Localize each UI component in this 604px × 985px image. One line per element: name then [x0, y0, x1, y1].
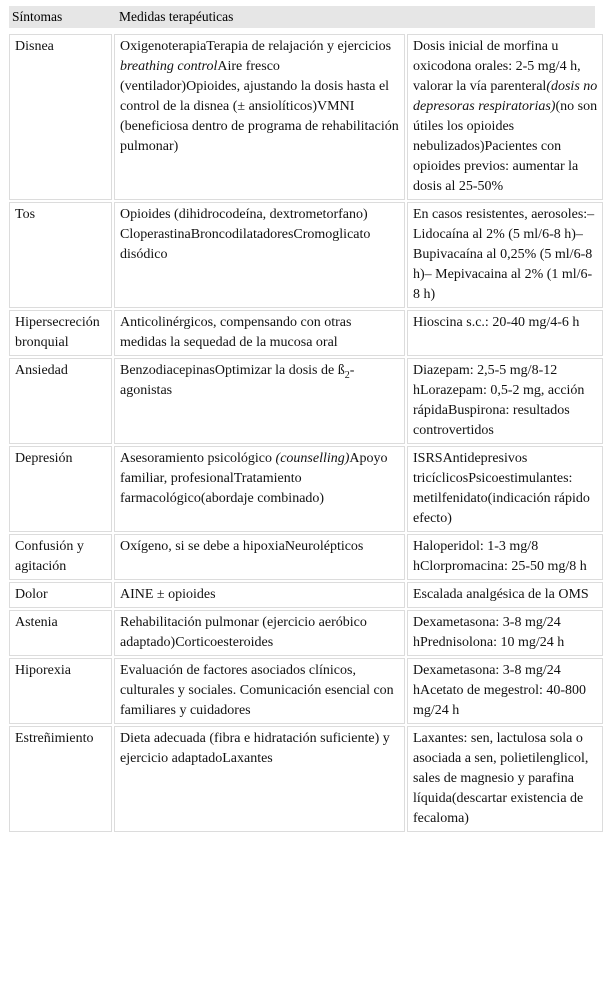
symptom-cell: Tos: [9, 202, 112, 308]
measures-cell: Anticolinérgicos, compensando con otras medidas la sequedad de la mucosa oral: [114, 310, 405, 356]
table-row: [9, 310, 603, 356]
symptom-cell: Hiporexia: [9, 658, 112, 724]
table-row: [9, 446, 603, 532]
dosage-cell: Escalada analgésica de la OMS: [407, 582, 603, 608]
symptom-table: [7, 32, 604, 834]
symptom-cell: Ansiedad: [9, 358, 112, 444]
symptom-cell: Disnea: [9, 34, 112, 200]
measures-cell: OxigenoterapiaTerapia de relajación y ejercicios breathing controlAire fresco (ventilador)Opioides, ajustando la dosis hasta el control de la disnea (± ansiolíticos)VMNI (beneficiosa dentro de programa de rehabilitación pulmonar): [114, 34, 405, 200]
dosage-cell: En casos resistentes, aerosoles:– Lidocaína al 2% (5 ml/6-8 h)– Bupivacaína al 0,25% (5 ml/6-8 h)– Mepivacaina al 2% (1 ml/6-8 h): [407, 202, 603, 308]
table-row: [9, 534, 603, 580]
measures-cell: Opioides (dihidrocodeína, dextrometorfano) CloperastinaBroncodilatadoresCromoglicato disódico: [114, 202, 405, 308]
table-row: [9, 582, 603, 608]
symptom-cell: Hipersecreción bronquial: [9, 310, 112, 356]
symptom-cell: Estreñimiento: [9, 726, 112, 832]
dosage-cell: Diazepam: 2,5-5 mg/8-12 hLorazepam: 0,5-2 mg, acción rápidaBuspirona: resultados controvertidos: [407, 358, 603, 444]
table-row: [9, 658, 603, 724]
measures-cell: Dieta adecuada (fibra e hidratación suficiente) y ejercicio adaptadoLaxantes: [114, 726, 405, 832]
header-symptoms: Síntomas: [12, 9, 63, 24]
dosage-cell: Hioscina s.c.: 20-40 mg/4-6 h: [407, 310, 603, 356]
dosage-cell: Dexametasona: 3-8 mg/24 hPrednisolona: 10 mg/24 h: [407, 610, 603, 656]
dosage-cell: Haloperidol: 1-3 mg/8 hClorpromacina: 25-50 mg/8 h: [407, 534, 603, 580]
table-row: [9, 202, 603, 308]
symptom-table-container: [9, 6, 598, 834]
measures-cell: Oxígeno, si se debe a hipoxiaNeurolépticos: [114, 534, 405, 580]
symptom-cell: Dolor: [9, 582, 112, 608]
measures-cell: AINE ± opioides: [114, 582, 405, 608]
table-row: [9, 726, 603, 832]
measures-cell: Asesoramiento psicológico (counselling)Apoyo familiar, profesionalTratamiento farmacológico(abordaje combinado): [114, 446, 405, 532]
measures-cell: BenzodiacepinasOptimizar la dosis de $ß_2$-agonistas: [114, 358, 405, 444]
measures-cell: Rehabilitación pulmonar (ejercicio aeróbico adaptado)Corticoesteroides: [114, 610, 405, 656]
symptom-cell: Depresión: [9, 446, 112, 532]
symptom-cell: Astenia: [9, 610, 112, 656]
table-row: [9, 610, 603, 656]
table-row: [9, 358, 603, 444]
header-measures: Medidas terapéuticas: [119, 9, 234, 24]
symptom-cell: Confusión y agitación: [9, 534, 112, 580]
measures-cell: Evaluación de factores asociados clínicos, culturales y sociales. Comunicación esencial con familiares y cuidadores: [114, 658, 405, 724]
table-row: [9, 34, 603, 200]
dosage-cell: ISRSAntidepresivos tricíclicosPsicoestimulantes: metilfenidato(indicación rápido efecto): [407, 446, 603, 532]
table-header: [9, 6, 595, 28]
dosage-cell: Dosis inicial de morfina u oxicodona orales: 2-5 mg/4 h, valorar la vía parenteral(dosis no depresoras respiratorias)(no son útiles los opioides nebulizados)Pacientes con opioides previos: aumentar la dosis al 25-50%: [407, 34, 603, 200]
dosage-cell: Laxantes: sen, lactulosa sola o asociada a sen, polietilenglicol, sales de magnesio y parafina líquida(descartar existencia de fecaloma): [407, 726, 603, 832]
dosage-cell: Dexametasona: 3-8 mg/24 hAcetato de megestrol: 40-800 mg/24 h: [407, 658, 603, 724]
